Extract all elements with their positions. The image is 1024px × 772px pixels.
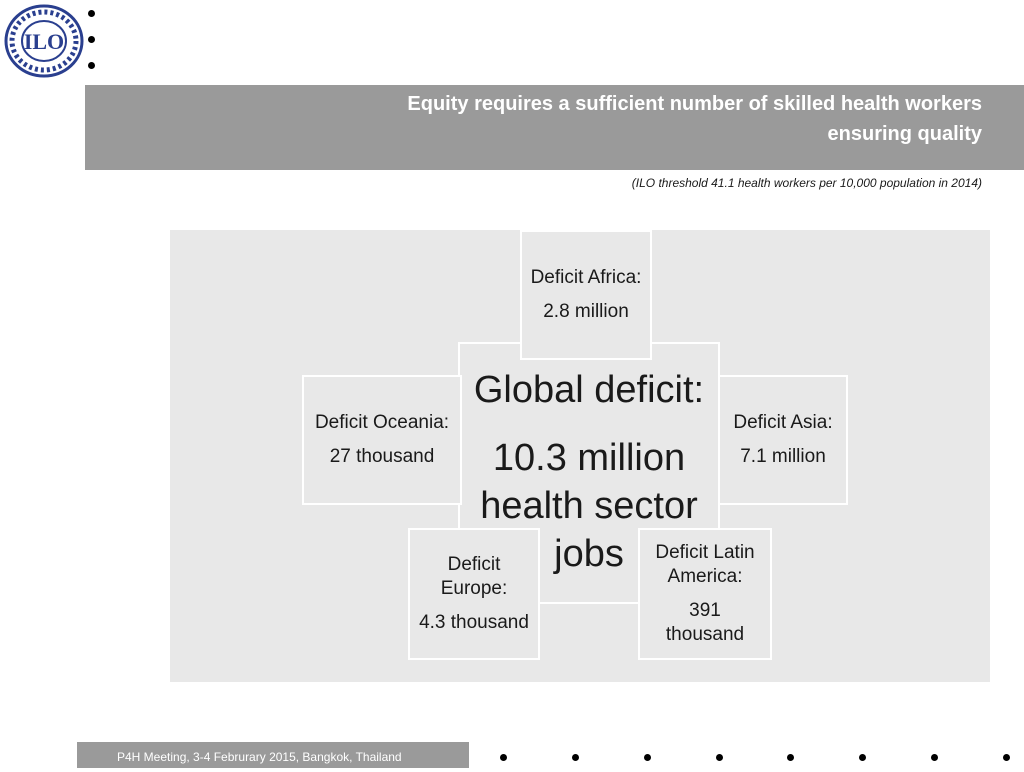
deficit-oceania-value: 27 thousand: [329, 446, 435, 467]
deficit-latam-value-1: 391: [689, 600, 721, 621]
logo-text: ILO: [23, 29, 65, 54]
global-deficit-desc-1: health sector: [480, 485, 698, 527]
deficit-asia-box: [718, 375, 848, 505]
deficit-diagram: [170, 230, 990, 682]
ilo-logo-emblem: [4, 4, 84, 78]
deficit-latam-label-2: America:: [667, 566, 743, 587]
dot: [572, 754, 579, 761]
deficit-africa-box: [520, 230, 652, 360]
deficit-asia-value: 7.1 million: [740, 446, 826, 467]
deficit-oceania-label: Deficit Oceania:: [314, 412, 450, 433]
dot: [1003, 754, 1010, 761]
global-deficit-label: Global deficit:: [473, 369, 705, 411]
logo-dots: [88, 10, 98, 88]
dot: [644, 754, 651, 761]
title-bar: [85, 85, 1024, 170]
deficit-africa-value: 2.8 million: [543, 301, 629, 322]
deficit-latam-value-2: thousand: [665, 624, 745, 645]
global-deficit-value: 10.3 million: [492, 437, 686, 479]
slide-title-line-2: ensuring quality: [827, 123, 982, 145]
deficit-africa-label: Deficit Africa:: [530, 267, 642, 288]
footer-dots: [500, 754, 1010, 764]
deficit-oceania-box: [302, 375, 462, 505]
dot: [859, 754, 866, 761]
dot: [500, 754, 507, 761]
deficit-latin-america-box: [638, 528, 772, 660]
deficit-europe-box: [408, 528, 540, 660]
deficit-latam-label-1: Deficit Latin: [655, 542, 755, 563]
deficit-europe-label-1: Deficit: [447, 554, 501, 575]
slide-title-line-1: Equity requires a sufficient number of skilled health workers: [407, 93, 982, 115]
footer-text: P4H Meeting, 3-4 Februrary 2015, Bangkok, Thailand: [117, 750, 402, 764]
deficit-europe-label-2: Europe:: [440, 578, 508, 599]
dot: [88, 10, 95, 17]
deficit-europe-value: 4.3 thousand: [419, 612, 529, 633]
dot: [88, 62, 95, 69]
slide-subtitle: (ILO threshold 41.1 health workers per 10,000 population in 2014): [631, 176, 982, 190]
deficit-asia-label: Deficit Asia:: [733, 412, 833, 433]
ilo-logo: [4, 4, 84, 78]
dot: [931, 754, 938, 761]
dot: [716, 754, 723, 761]
footer-bar: [77, 742, 469, 768]
global-deficit-desc-2: jobs: [554, 533, 624, 575]
dot: [787, 754, 794, 761]
dot: [88, 36, 95, 43]
